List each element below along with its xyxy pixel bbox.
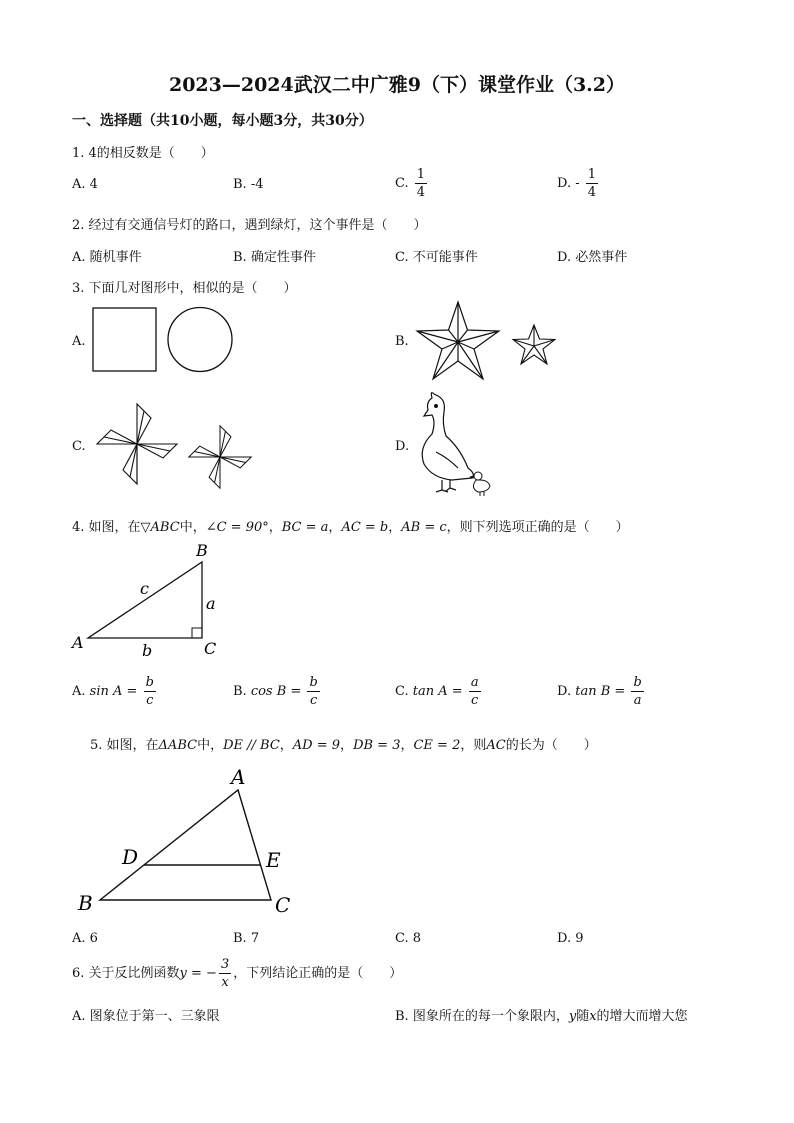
q5-option-b: B. 7 <box>233 931 260 946</box>
fraction-numerator: b <box>633 675 642 690</box>
fraction-numerator: b <box>309 675 318 690</box>
variable-x: x <box>589 1009 597 1024</box>
q4-option-c <box>395 676 483 707</box>
fraction-numerator: 3 <box>220 957 230 972</box>
stem-text: ，下列结论正确的是（ ） <box>233 966 403 981</box>
q1-option-a: A. 4 <box>72 177 98 192</box>
fraction-denominator: c <box>471 693 479 708</box>
condition-db: DB = 3 <box>353 738 401 753</box>
stem-text: 中， <box>179 520 206 535</box>
stem-text: 中， <box>197 738 224 753</box>
q5-option-d: D. 9 <box>557 931 584 946</box>
fraction-denominator: 4 <box>587 185 597 200</box>
fraction-denominator: a <box>633 693 642 708</box>
variable-y: y <box>568 1009 577 1024</box>
vertex-b-label: B <box>196 541 208 560</box>
option-text: 的增大而增大您 <box>596 1009 688 1024</box>
stem-text: 5. 如图，在 <box>90 738 159 753</box>
side-b-label: b <box>142 641 153 660</box>
trig-expression: sin A = <box>89 684 138 699</box>
vertex-c-label: C <box>204 639 217 658</box>
large-pinwheel <box>97 404 177 484</box>
condition-angle: ∠C = 90° <box>205 520 269 535</box>
stem-text: 的长为（ ） <box>505 738 597 753</box>
q3-option-a-label: A. <box>72 334 86 349</box>
q2-option-d: D. 必然事件 <box>557 250 628 265</box>
fraction-numerator: 1 <box>587 167 597 182</box>
question-5-stem: 5. 如图，在ΔABC中，DE // BC，AD = 9，DB = 3，CE = 2，则AC的长为（ ） <box>90 738 597 753</box>
condition-ad: AD = 9 <box>292 738 341 753</box>
square-and-circle-figure <box>90 305 240 373</box>
circle-shape <box>168 308 232 372</box>
two-stars-figure <box>415 300 570 384</box>
fraction <box>307 676 319 707</box>
triangle-symbol: ▽ABC <box>140 520 180 535</box>
option-label: C. <box>395 684 409 699</box>
q6-option-a: A. 图象位于第一、三象限 <box>72 1009 220 1024</box>
page-title: 2023—2024武汉二中广雅9（下）课堂作业（3.2） <box>168 74 626 96</box>
side-a-label: a <box>206 594 216 613</box>
vertex-c-label: C <box>275 893 291 917</box>
option-label: D. - <box>557 176 580 191</box>
large-goose <box>422 393 473 492</box>
q2-option-c: C. 不可能事件 <box>395 250 478 265</box>
option-text: B. 图象所在的每一个象限内， <box>395 1009 569 1024</box>
right-triangle-figure <box>66 538 226 662</box>
large-star <box>417 302 499 379</box>
square-shape <box>93 308 156 371</box>
question-3-stem: 3. 下面几对图形中，相似的是（ ） <box>72 281 297 296</box>
stem-text: 6. 关于反比例函数 <box>72 966 180 981</box>
q2-option-b: B. 确定性事件 <box>233 250 316 265</box>
q6-option-b <box>395 1005 688 1024</box>
q3-option-d-label: D. <box>395 439 410 454</box>
option-label: D. <box>557 684 572 699</box>
point-e-label: E <box>266 848 281 872</box>
q3-option-c-label: C. <box>72 439 86 454</box>
fraction <box>586 168 598 199</box>
side-c-label: c <box>140 579 149 598</box>
function-lhs: y = − <box>179 966 217 981</box>
q1-option-b: B. -4 <box>233 177 264 192</box>
question-1-stem: 1. 4的相反数是（ ） <box>72 146 214 161</box>
option-label: A. <box>72 684 86 699</box>
option-label: C. <box>395 176 409 191</box>
condition-bc: BC = a <box>281 520 329 535</box>
fraction-denominator: x <box>221 975 229 990</box>
question-2-stem: 2. 经过有交通信号灯的路口，遇到绿灯，这个事件是（ ） <box>72 218 427 233</box>
condition-ac: AC = b <box>341 520 389 535</box>
small-star <box>513 325 555 364</box>
fraction-denominator: c <box>146 693 154 708</box>
small-pinwheel <box>189 426 251 488</box>
fraction <box>469 676 481 707</box>
q3-option-b-label: B. <box>395 334 409 349</box>
goose-and-gosling-figure <box>412 388 496 500</box>
option-label: B. <box>233 684 247 699</box>
fraction-denominator: 4 <box>416 185 426 200</box>
trig-expression: tan B = <box>575 684 626 699</box>
triangle-abc <box>88 562 202 638</box>
segment-ac: AC <box>486 738 506 753</box>
q4-option-a <box>72 676 158 707</box>
stem-text: ，则 <box>460 738 487 753</box>
question-6-stem <box>72 958 402 989</box>
q2-option-a: A. 随机事件 <box>72 250 142 265</box>
q5-option-a: A. 6 <box>72 931 98 946</box>
fraction-denominator: c <box>309 693 318 708</box>
fraction-numerator: a <box>470 675 479 690</box>
q1-option-d <box>557 168 600 199</box>
option-text: 随 <box>576 1009 590 1024</box>
trig-expression: tan A = <box>412 684 463 699</box>
q4-option-d <box>557 676 646 707</box>
triangle-symbol: ΔABC <box>158 738 198 753</box>
fraction <box>219 958 231 989</box>
question-4-stem: 4. 如图，在▽ABC中，∠C = 90°，BC = a，AC = b，AB = c，则下列选项正确的是（ ） <box>72 520 629 535</box>
right-angle-mark <box>192 628 202 638</box>
q5-option-c: C. 8 <box>395 931 422 946</box>
section-header: 一、选择题（共10小题，每小题3分，共30分） <box>72 113 373 129</box>
stem-text: ，则下列选项正确的是（ ） <box>446 520 629 535</box>
trig-expression: cos B = <box>250 684 302 699</box>
vertex-a-label: A <box>231 765 246 789</box>
vertex-a-label: A <box>72 633 84 652</box>
vertex-b-label: B <box>78 891 93 915</box>
q1-option-c <box>395 168 429 199</box>
fraction <box>631 676 643 707</box>
fraction-numerator: b <box>145 675 154 690</box>
stem-text: 4. 如图，在 <box>72 520 141 535</box>
q4-option-b <box>233 676 322 707</box>
two-pinwheels-figure <box>90 402 260 492</box>
condition-ce: CE = 2 <box>413 738 461 753</box>
condition-parallel: DE // BC <box>223 738 280 753</box>
fraction <box>144 676 156 707</box>
condition-ab: AB = c <box>401 520 447 535</box>
point-d-label: D <box>122 845 139 869</box>
fraction-numerator: 1 <box>416 167 426 182</box>
fraction <box>415 168 427 199</box>
triangle-de-parallel-bc-figure <box>74 764 304 920</box>
